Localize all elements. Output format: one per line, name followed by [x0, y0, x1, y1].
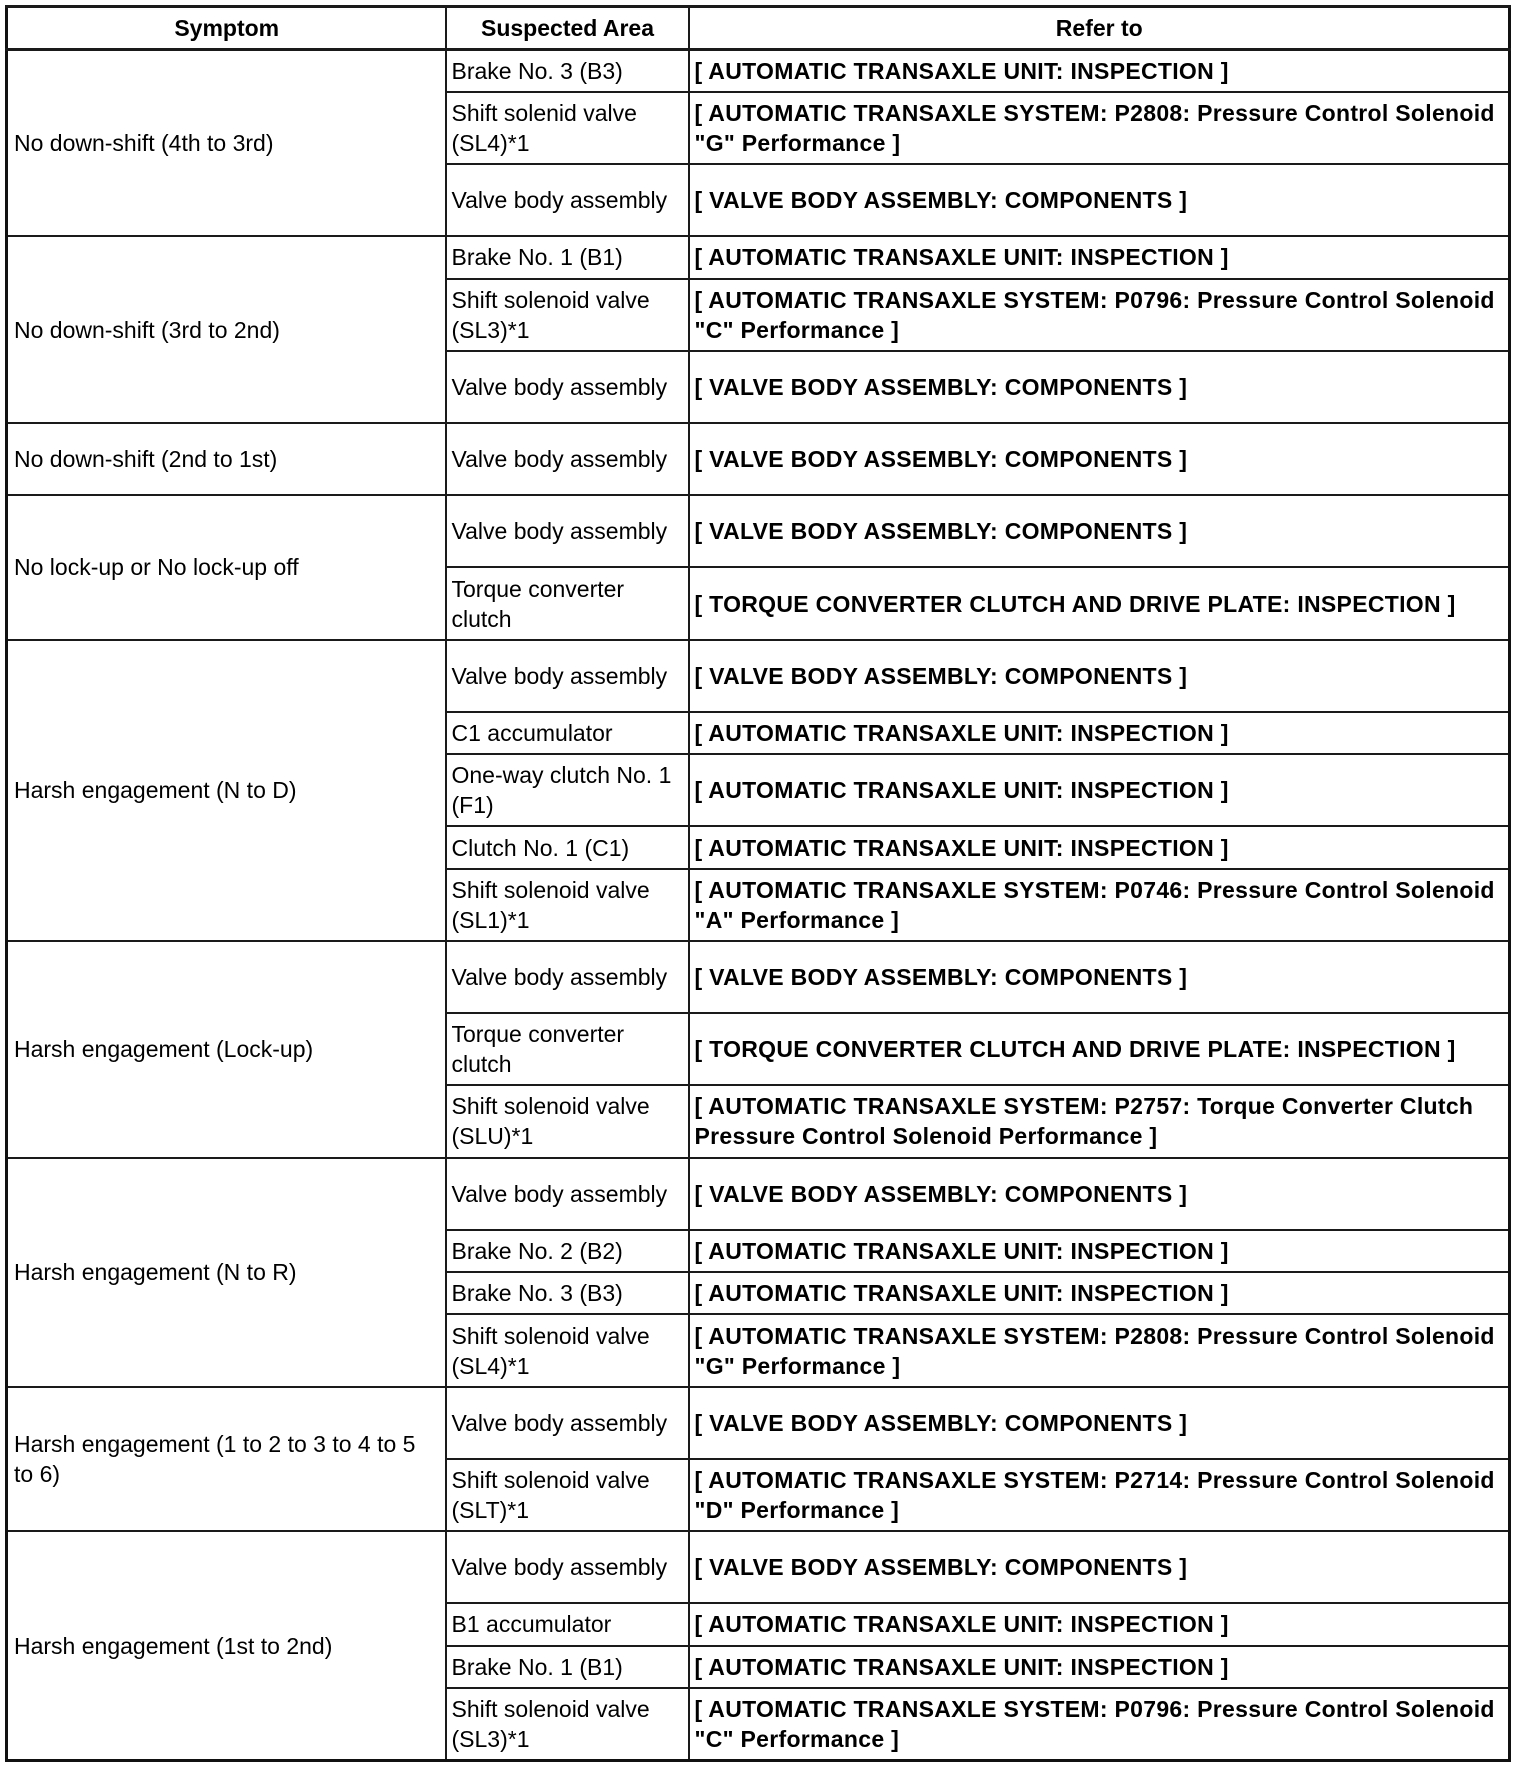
- refer-to-link[interactable]: [ AUTOMATIC TRANSAXLE UNIT: INSPECTION ]: [689, 826, 1510, 868]
- suspected-area-cell: Brake No. 3 (B3): [446, 50, 689, 92]
- refer-to-link[interactable]: [ VALVE BODY ASSEMBLY: COMPONENTS ]: [689, 640, 1510, 712]
- suspected-area-cell: Valve body assembly: [446, 1158, 689, 1230]
- table-body: [7, 50, 1510, 1761]
- suspected-area-cell: Brake No. 1 (B1): [446, 236, 689, 278]
- refer-to-link[interactable]: [ VALVE BODY ASSEMBLY: COMPONENTS ]: [689, 164, 1510, 236]
- suspected-area-cell: Valve body assembly: [446, 164, 689, 236]
- refer-to-link[interactable]: [ AUTOMATIC TRANSAXLE SYSTEM: P0746: Pressure Control Solenoid "A" Performance ]: [689, 869, 1510, 941]
- suspected-area-cell: Valve body assembly: [446, 640, 689, 712]
- table-header: [7, 7, 1510, 50]
- suspected-area-cell: Valve body assembly: [446, 495, 689, 567]
- table-row: [7, 1531, 1510, 1603]
- symptom-cell: No down-shift (4th to 3rd): [7, 50, 446, 237]
- table-row: [7, 423, 1510, 495]
- table-row: [7, 50, 1510, 92]
- refer-to-link[interactable]: [ AUTOMATIC TRANSAXLE UNIT: INSPECTION ]: [689, 1272, 1510, 1314]
- refer-to-link[interactable]: [ AUTOMATIC TRANSAXLE SYSTEM: P0796: Pressure Control Solenoid "C" Performance ]: [689, 1688, 1510, 1761]
- suspected-area-cell: One-way clutch No. 1 (F1): [446, 754, 689, 826]
- suspected-area-cell: Torque converter clutch: [446, 1013, 689, 1085]
- symptom-cell: Harsh engagement (N to D): [7, 640, 446, 941]
- suspected-area-cell: Brake No. 2 (B2): [446, 1230, 689, 1272]
- table-row: [7, 495, 1510, 567]
- refer-to-link[interactable]: [ AUTOMATIC TRANSAXLE SYSTEM: P0796: Pressure Control Solenoid "C" Performance ]: [689, 279, 1510, 351]
- suspected-area-cell: Valve body assembly: [446, 1531, 689, 1603]
- refer-to-link[interactable]: [ VALVE BODY ASSEMBLY: COMPONENTS ]: [689, 941, 1510, 1013]
- refer-to-link[interactable]: [ AUTOMATIC TRANSAXLE UNIT: INSPECTION ]: [689, 50, 1510, 92]
- refer-to-link[interactable]: [ AUTOMATIC TRANSAXLE SYSTEM: P2714: Pressure Control Solenoid "D" Performance ]: [689, 1459, 1510, 1531]
- suspected-area-cell: Shift solenid valve (SL4)*1: [446, 92, 689, 164]
- refer-to-link[interactable]: [ AUTOMATIC TRANSAXLE UNIT: INSPECTION ]: [689, 236, 1510, 278]
- refer-to-link[interactable]: [ VALVE BODY ASSEMBLY: COMPONENTS ]: [689, 423, 1510, 495]
- table-row: [7, 1158, 1510, 1230]
- suspected-area-cell: Shift solenoid valve (SL4)*1: [446, 1314, 689, 1386]
- symptom-cell: Harsh engagement (N to R): [7, 1158, 446, 1387]
- refer-to-link[interactable]: [ VALVE BODY ASSEMBLY: COMPONENTS ]: [689, 1158, 1510, 1230]
- symptom-cell: No lock-up or No lock-up off: [7, 495, 446, 639]
- refer-to-link[interactable]: [ AUTOMATIC TRANSAXLE SYSTEM: P2808: Pressure Control Solenoid "G" Performance ]: [689, 92, 1510, 164]
- refer-to-link[interactable]: [ VALVE BODY ASSEMBLY: COMPONENTS ]: [689, 351, 1510, 423]
- header-row: [7, 7, 1510, 50]
- refer-to-link[interactable]: [ AUTOMATIC TRANSAXLE UNIT: INSPECTION ]: [689, 712, 1510, 754]
- symptom-cell: No down-shift (2nd to 1st): [7, 423, 446, 495]
- suspected-area-cell: Shift solenoid valve (SLT)*1: [446, 1459, 689, 1531]
- suspected-area-cell: C1 accumulator: [446, 712, 689, 754]
- suspected-area-cell: Shift solenoid valve (SL3)*1: [446, 1688, 689, 1761]
- suspected-area-cell: Brake No. 3 (B3): [446, 1272, 689, 1314]
- table-row: [7, 1387, 1510, 1459]
- suspected-area-cell: Valve body assembly: [446, 1387, 689, 1459]
- symptom-cell: Harsh engagement (Lock-up): [7, 941, 446, 1158]
- refer-to-link[interactable]: [ AUTOMATIC TRANSAXLE SYSTEM: P2757: Torque Converter Clutch Pressure Control Solenoid Performance ]: [689, 1085, 1510, 1157]
- suspected-area-cell: Shift solenoid valve (SLU)*1: [446, 1085, 689, 1157]
- suspected-area-cell: Shift solenoid valve (SL1)*1: [446, 869, 689, 941]
- symptom-cell: Harsh engagement (1 to 2 to 3 to 4 to 5 to 6): [7, 1387, 446, 1531]
- refer-to-link[interactable]: [ AUTOMATIC TRANSAXLE UNIT: INSPECTION ]: [689, 754, 1510, 826]
- suspected-area-cell: Valve body assembly: [446, 941, 689, 1013]
- header-refer-to: Refer to: [689, 7, 1510, 50]
- refer-to-link[interactable]: [ AUTOMATIC TRANSAXLE UNIT: INSPECTION ]: [689, 1603, 1510, 1645]
- suspected-area-cell: Valve body assembly: [446, 351, 689, 423]
- refer-to-link[interactable]: [ VALVE BODY ASSEMBLY: COMPONENTS ]: [689, 1531, 1510, 1603]
- suspected-area-cell: B1 accumulator: [446, 1603, 689, 1645]
- suspected-area-cell: Torque converter clutch: [446, 567, 689, 639]
- table-row: [7, 640, 1510, 712]
- refer-to-link[interactable]: [ TORQUE CONVERTER CLUTCH AND DRIVE PLATE: INSPECTION ]: [689, 1013, 1510, 1085]
- refer-to-link[interactable]: [ AUTOMATIC TRANSAXLE UNIT: INSPECTION ]: [689, 1230, 1510, 1272]
- header-suspected-area: Suspected Area: [446, 7, 689, 50]
- symptom-cell: No down-shift (3rd to 2nd): [7, 236, 446, 423]
- table-row: [7, 941, 1510, 1013]
- suspected-area-cell: Valve body assembly: [446, 423, 689, 495]
- suspected-area-cell: Brake No. 1 (B1): [446, 1646, 689, 1688]
- refer-to-link[interactable]: [ VALVE BODY ASSEMBLY: COMPONENTS ]: [689, 1387, 1510, 1459]
- table-row: [7, 236, 1510, 278]
- header-symptom: Symptom: [7, 7, 446, 50]
- troubleshooting-table: [5, 5, 1511, 1762]
- suspected-area-cell: Clutch No. 1 (C1): [446, 826, 689, 868]
- refer-to-link[interactable]: [ AUTOMATIC TRANSAXLE UNIT: INSPECTION ]: [689, 1646, 1510, 1688]
- refer-to-link[interactable]: [ TORQUE CONVERTER CLUTCH AND DRIVE PLATE: INSPECTION ]: [689, 567, 1510, 639]
- refer-to-link[interactable]: [ AUTOMATIC TRANSAXLE SYSTEM: P2808: Pressure Control Solenoid "G" Performance ]: [689, 1314, 1510, 1386]
- refer-to-link[interactable]: [ VALVE BODY ASSEMBLY: COMPONENTS ]: [689, 495, 1510, 567]
- symptom-cell: Harsh engagement (1st to 2nd): [7, 1531, 446, 1760]
- suspected-area-cell: Shift solenoid valve (SL3)*1: [446, 279, 689, 351]
